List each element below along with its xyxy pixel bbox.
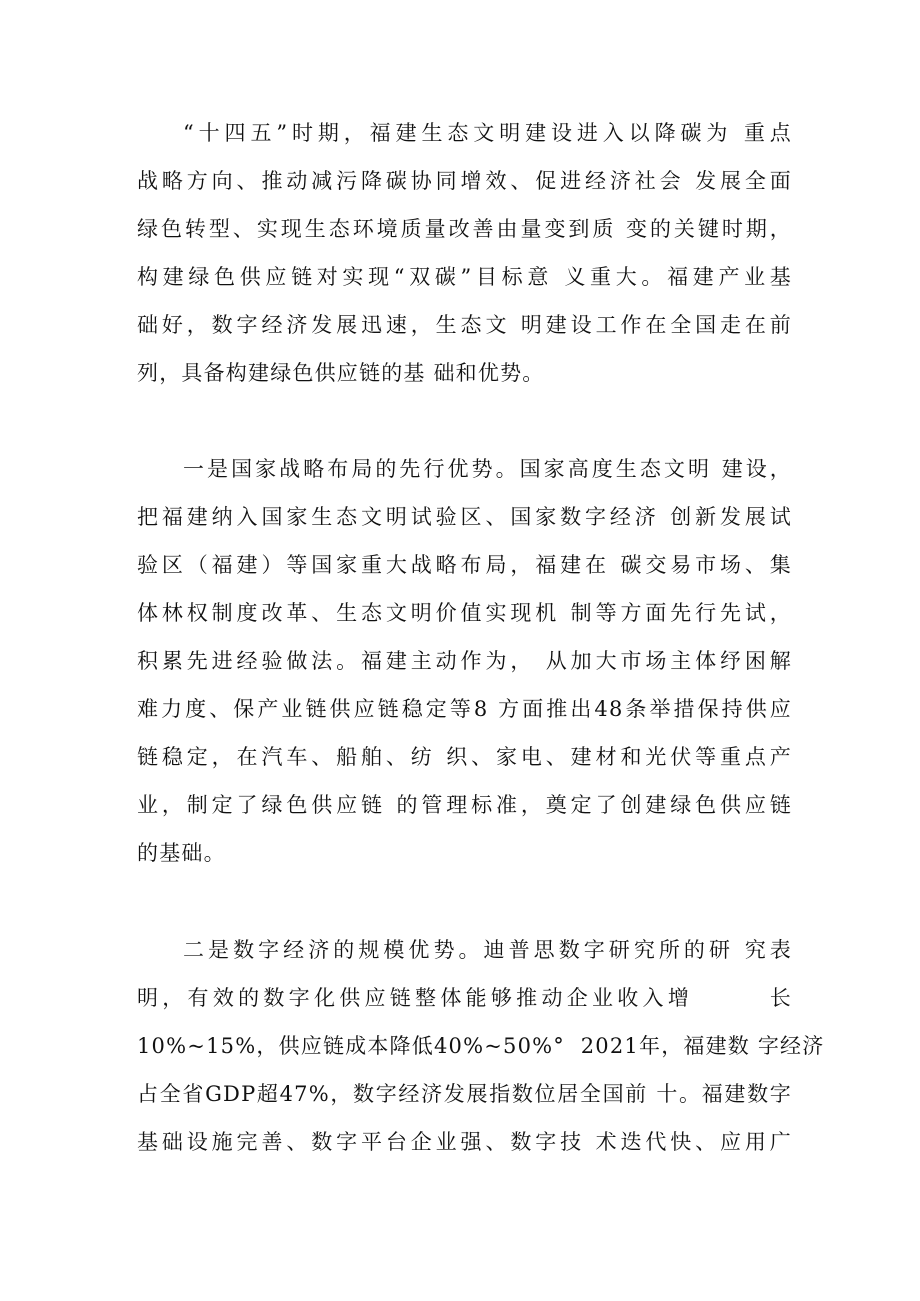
paragraph-1-line-6: 列，具备构建绿色供应链的基 础和优势。 bbox=[137, 361, 545, 385]
paragraph-2-line-3: 验区（福建）等国家重大战略布局，福建在 碳交易市场、集 bbox=[137, 553, 792, 577]
paragraph-2-line-5: 积累先进经验做法。福建主动作为， 从加大市场主体纾困解 bbox=[137, 649, 792, 673]
paragraph-1-line-5: 础好，数字经济发展迅速，生态文 明建设工作在全国走在前 bbox=[137, 313, 792, 337]
paragraph-2-line-9: 的基础。 bbox=[137, 841, 226, 865]
paragraph-2-line-4: 体林权制度改革、生态文明价值实现机 制等方面先行先试， bbox=[137, 601, 792, 625]
paragraph-3-line-3: 10%~15%，供应链成本降低40%~50%° 2021年，福建数 字经济 bbox=[137, 1034, 825, 1058]
paragraph-2-line-2: 把福建纳入国家生态文明试验区、国家数字经济 创新发展试 bbox=[137, 505, 792, 529]
paragraph-1-line-1: “十四五”时期，福建生态文明建设进入以降碳为 重点 bbox=[183, 121, 792, 145]
paragraph-1-line-2: 战略方向、推动减污降碳协同增效、促进经济社会 发展全面 bbox=[137, 169, 792, 193]
paragraph-2-line-7: 链稳定，在汽车、船舶、纺 织、家电、建材和光伏等重点产 bbox=[137, 745, 792, 769]
paragraph-3-line-2: 明，有效的数字化供应链整体能够推动企业收入增 长 bbox=[137, 986, 792, 1010]
paragraph-3-line-4: 占全省GDP超47%，数字经济发展指数位居全国前 十。福建数字 bbox=[137, 1082, 792, 1106]
paragraph-2-line-1: 一是国家战略布局的先行优势。国家高度生态文明 建设， bbox=[183, 457, 792, 481]
paragraph-1-line-4: 构建绿色供应链对实现“双碳”目标意 义重大。福建产业基 bbox=[137, 265, 792, 289]
paragraph-3-line-5: 基础设施完善、数字平台企业强、数字技 术迭代快、应用广 bbox=[137, 1130, 792, 1154]
paragraph-1-line-3: 绿色转型、实现生态环境质量改善由量变到质 变的关键时期， bbox=[137, 217, 792, 241]
paragraph-2-line-6: 难力度、保产业链供应链稳定等8 方面推出48条举措保持供应 bbox=[137, 697, 792, 721]
paragraph-3-line-1: 二是数字经济的规模优势。迪普思数字研究所的研 究表 bbox=[183, 938, 792, 962]
paragraph-2-line-8: 业，制定了绿色供应链 的管理标准，奠定了创建绿色供应链 bbox=[137, 793, 792, 817]
